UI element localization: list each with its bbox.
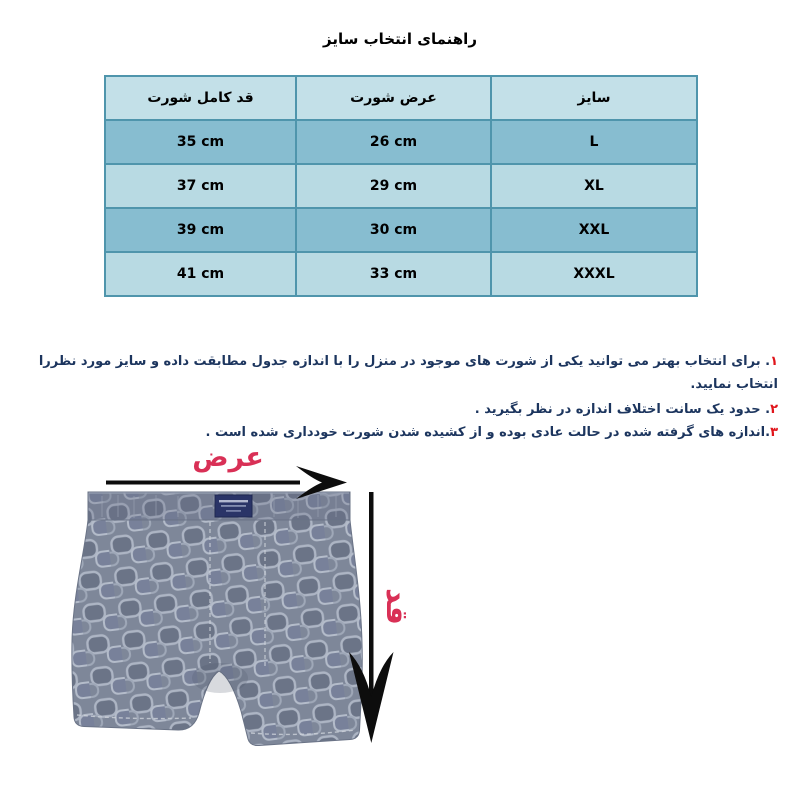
note-2-text: . حدود یک سانت اختلاف اندازه در نظر بگیرید . <box>474 402 771 417</box>
shorts-measurement-image <box>60 445 480 780</box>
col-header-width: عرض شورت <box>296 76 491 120</box>
col-header-full-length: قد کامل شورت <box>105 76 296 120</box>
note-3-text: .اندازه های گرفته شده در حالت عادی بوده و از کشیده شدن شورت خودداری شده است . <box>205 425 771 440</box>
note-1-text-continued: انتخاب نمایید. <box>690 377 778 392</box>
note-2-number: ۲ <box>770 402 778 417</box>
width-arrow-label: عرض <box>192 442 264 473</box>
size-table-header-row <box>105 76 697 120</box>
length-arrow-label: قد <box>378 587 414 625</box>
cell-size: L <box>491 120 697 164</box>
brand-label-icon <box>215 495 252 517</box>
cell-width: 29 cm <box>296 164 491 208</box>
col-header-size: سایز <box>491 76 697 120</box>
note-3-number: ۳ <box>770 425 778 440</box>
cell-size: XXL <box>491 208 697 252</box>
notes-section <box>18 351 778 445</box>
note-1-text: . برای انتخاب بهتر می توانید یکی از شورت های موجود در منزل را با اندازه جدول مطابقت داده و سایز مورد نظررا <box>38 354 771 369</box>
table-row <box>105 164 697 208</box>
cell-size: XL <box>491 164 697 208</box>
shorts-photo <box>72 492 362 746</box>
cell-width: 30 cm <box>296 208 491 252</box>
table-row <box>105 208 697 252</box>
cell-full-length: 35 cm <box>105 120 296 164</box>
cell-full-length: 39 cm <box>105 208 296 252</box>
table-row <box>105 252 697 296</box>
cell-width: 33 cm <box>296 252 491 296</box>
cell-size: XXXL <box>491 252 697 296</box>
cell-full-length: 37 cm <box>105 164 296 208</box>
shorts-body <box>72 520 362 746</box>
note-1 <box>18 351 778 372</box>
page-title: راهنمای انتخاب سایز <box>323 30 477 48</box>
note-1-continued <box>18 374 778 395</box>
note-3 <box>18 422 778 443</box>
note-2 <box>18 399 778 420</box>
cell-full-length: 41 cm <box>105 252 296 296</box>
cell-width: 26 cm <box>296 120 491 164</box>
size-table <box>104 75 698 297</box>
crotch-shadow <box>192 663 248 693</box>
note-1-number: ۱ <box>770 354 778 369</box>
table-row <box>105 120 697 164</box>
